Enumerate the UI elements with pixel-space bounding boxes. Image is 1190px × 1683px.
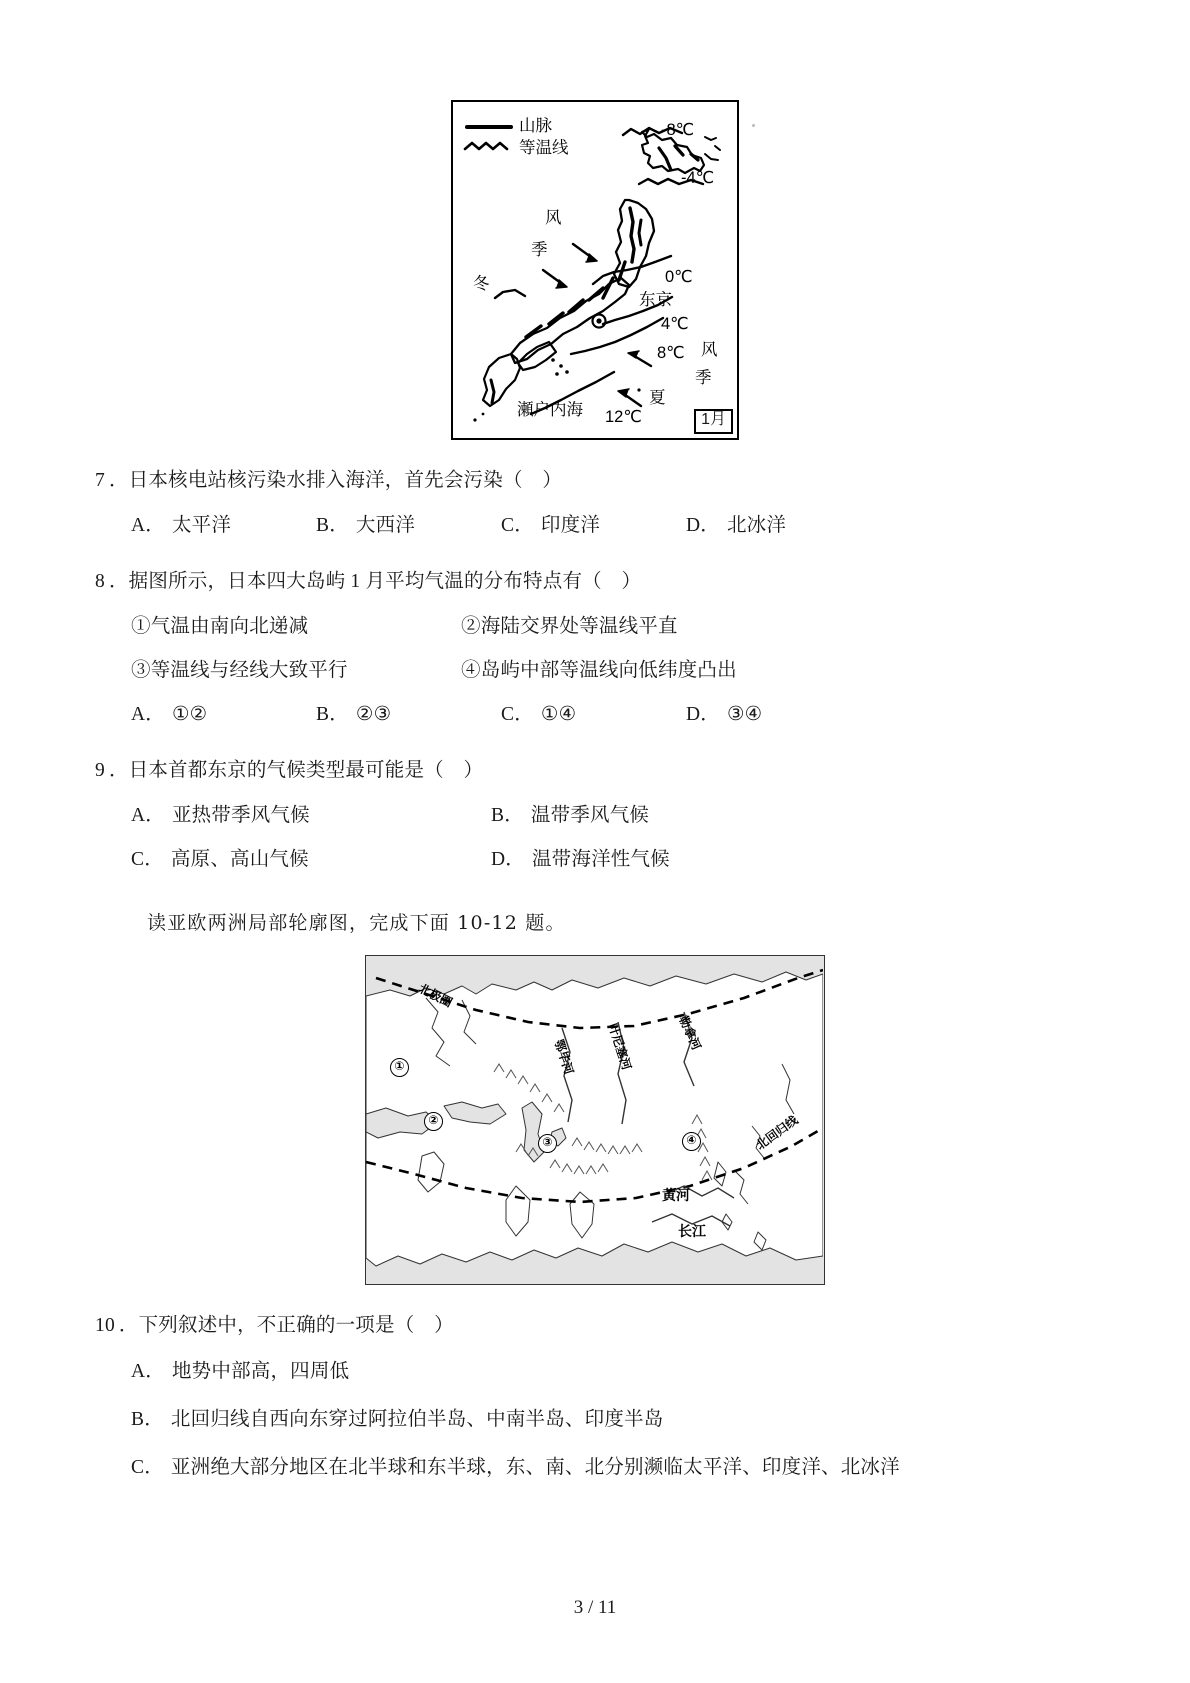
question-8-text: ．据图所示，日本四大岛屿 1 月平均气温的分布特点有（ ） xyxy=(108,570,642,592)
option-letter: C． xyxy=(131,1457,164,1478)
question-9-text: ．日本首都东京的气候类型最可能是（ ） xyxy=(108,759,484,781)
option-text: ①② xyxy=(171,704,208,726)
summer-monsoon-char-summer: 夏 xyxy=(649,389,666,407)
question-8-option-c[interactable] xyxy=(501,700,686,729)
option-letter: C． xyxy=(501,515,534,537)
question-8-statement-3: ③等温线与经线大致平行 xyxy=(131,660,348,681)
option-text: 地势中部高，四周低 xyxy=(171,1360,350,1382)
question-7 xyxy=(95,466,1095,541)
option-text: 高原、高山气候 xyxy=(170,849,309,870)
map-label-arctic-circle: 北极圈 xyxy=(416,981,455,1011)
river-label-ob: 鄂毕河 xyxy=(551,1037,577,1077)
question-7-stem xyxy=(95,466,1095,495)
option-letter: B． xyxy=(316,515,349,537)
question-10-options xyxy=(95,1357,1095,1483)
question-8-statements-row-1 xyxy=(95,612,1095,641)
question-7-number: 7 xyxy=(95,470,105,491)
isotherm-label-8: 8℃ xyxy=(657,344,685,362)
figure-asia-wrapper xyxy=(95,955,1095,1285)
isotherm-label-0: 0℃ xyxy=(665,268,693,286)
question-10-stem xyxy=(95,1311,1095,1340)
question-9 xyxy=(95,756,1095,875)
river-label-lena: 勒拿河 xyxy=(676,1013,704,1053)
figure-month-box: 1月 xyxy=(694,409,733,434)
option-letter: D． xyxy=(686,704,720,726)
option-text: 温带季风气候 xyxy=(530,804,650,826)
option-letter: A． xyxy=(131,704,165,726)
winter-monsoon-char-wind: 风 xyxy=(545,209,562,227)
question-10-number: 10 xyxy=(95,1315,115,1337)
option-text: 亚热带季风气候 xyxy=(171,804,310,826)
option-text: 大西洋 xyxy=(355,515,416,537)
isotherm-label-12: 12℃ xyxy=(605,408,642,426)
map-marker-2[interactable]: ② xyxy=(424,1112,443,1131)
figure-asia-europe-outline-map xyxy=(365,955,825,1285)
isotherm-label-4: 4℃ xyxy=(661,315,689,333)
question-8-statement-1: ①气温由南向北递减 xyxy=(131,615,309,637)
option-letter: D． xyxy=(686,515,720,537)
option-letter: B． xyxy=(491,804,524,826)
japan-map-drawing xyxy=(453,102,737,438)
question-8-option-a[interactable] xyxy=(131,700,316,729)
page-footer: 3 / 11 xyxy=(573,1597,617,1618)
question-9-option-a[interactable] xyxy=(131,801,491,830)
summer-monsoon-char-wind: 风 xyxy=(701,341,718,359)
option-text: 太平洋 xyxy=(171,515,232,537)
question-7-option-c[interactable] xyxy=(501,511,686,540)
question-9-stem xyxy=(95,756,1095,785)
option-letter: A． xyxy=(131,1360,165,1382)
option-text: 温带海洋性气候 xyxy=(531,849,670,870)
lead-in-text-10-12: 读亚欧两洲局部轮廓图，完成下面 10-12 题。 xyxy=(147,912,566,935)
question-7-option-a[interactable] xyxy=(131,511,316,540)
question-9-option-b[interactable] xyxy=(491,801,851,830)
option-text: ②③ xyxy=(355,704,392,726)
figure-japan-temperature-map xyxy=(451,100,739,440)
city-label-tokyo: 东京 xyxy=(639,291,672,309)
river-label-yenisei: 叶尼塞河 xyxy=(605,1021,634,1072)
question-10 xyxy=(95,1311,1095,1482)
map-marker-4[interactable]: ④ xyxy=(682,1132,701,1151)
question-8-statements-row-2 xyxy=(95,656,1095,685)
option-letter: B． xyxy=(131,1408,164,1430)
map-marker-1[interactable]: ① xyxy=(390,1058,409,1077)
question-10-option-c[interactable] xyxy=(131,1453,1095,1482)
river-label-yellow-river: 黄河 xyxy=(662,1187,690,1204)
winter-monsoon-char-winter: 冬 xyxy=(473,275,490,293)
question-8-number: 8 xyxy=(95,570,105,592)
legend-label-mountain: 山脉 xyxy=(519,117,552,135)
winter-monsoon-char-season: 季 xyxy=(531,241,548,259)
question-8-option-d[interactable] xyxy=(686,700,871,729)
question-8-statement-4: ④岛屿中部等温线向低纬度凸出 xyxy=(461,660,737,681)
map-marker-3[interactable]: ③ xyxy=(538,1134,557,1153)
option-letter: C． xyxy=(131,849,164,870)
question-8-options xyxy=(95,700,1095,729)
option-text: ①④ xyxy=(540,704,577,726)
question-8-statement-2: ②海陆交界处等温线平直 xyxy=(461,615,678,637)
question-9-option-c[interactable] xyxy=(131,845,491,874)
isotherm-label-minus8: -8℃ xyxy=(661,121,695,139)
option-text: 印度洋 xyxy=(540,515,601,537)
question-9-options-row-2 xyxy=(95,845,1095,874)
map-label-tropic-of-cancer: 北回归线 xyxy=(753,1113,801,1153)
question-8-option-b[interactable] xyxy=(316,700,501,729)
question-9-options-row-1 xyxy=(95,801,1095,830)
question-8-stem xyxy=(95,567,1095,596)
option-text: ③④ xyxy=(726,704,763,726)
question-7-option-d[interactable] xyxy=(686,511,871,540)
isotherm-label-minus4: -4℃ xyxy=(681,169,715,187)
legend-label-isotherm: 等温线 xyxy=(519,139,569,157)
question-10-text: ．下列叙述中，不正确的一项是（ ） xyxy=(118,1315,454,1337)
page-content xyxy=(95,100,1095,1501)
question-7-options xyxy=(95,511,1095,540)
option-text: 北回归线自西向东穿过阿拉伯半岛、中南半岛、印度半岛 xyxy=(170,1408,664,1430)
option-letter: C． xyxy=(501,704,534,726)
option-letter: A． xyxy=(131,804,165,826)
option-letter: D． xyxy=(491,849,525,870)
question-10-option-b[interactable] xyxy=(131,1405,1095,1434)
option-text: 北冰洋 xyxy=(726,515,787,537)
river-label-yangtze: 长江 xyxy=(678,1223,706,1240)
question-9-number: 9 xyxy=(95,759,105,781)
option-letter: B． xyxy=(316,704,349,726)
summer-monsoon-char-season: 季 xyxy=(695,369,712,387)
question-10-option-a[interactable] xyxy=(131,1357,1095,1386)
question-9-option-d[interactable] xyxy=(491,845,851,874)
option-text: 亚洲绝大部分地区在北半球和东半球，东、南、北分别濒临太平洋、印度洋、北冰洋 xyxy=(170,1457,900,1478)
option-letter: A． xyxy=(131,515,165,537)
sea-label-seto-inland-sea: 瀬户内海 xyxy=(517,401,583,419)
question-7-text: ．日本核电站核污染水排入海洋，首先会污染（ ） xyxy=(108,470,563,491)
question-8 xyxy=(95,567,1095,730)
question-7-option-b[interactable] xyxy=(316,511,501,540)
figure-japan-wrapper xyxy=(95,100,1095,440)
